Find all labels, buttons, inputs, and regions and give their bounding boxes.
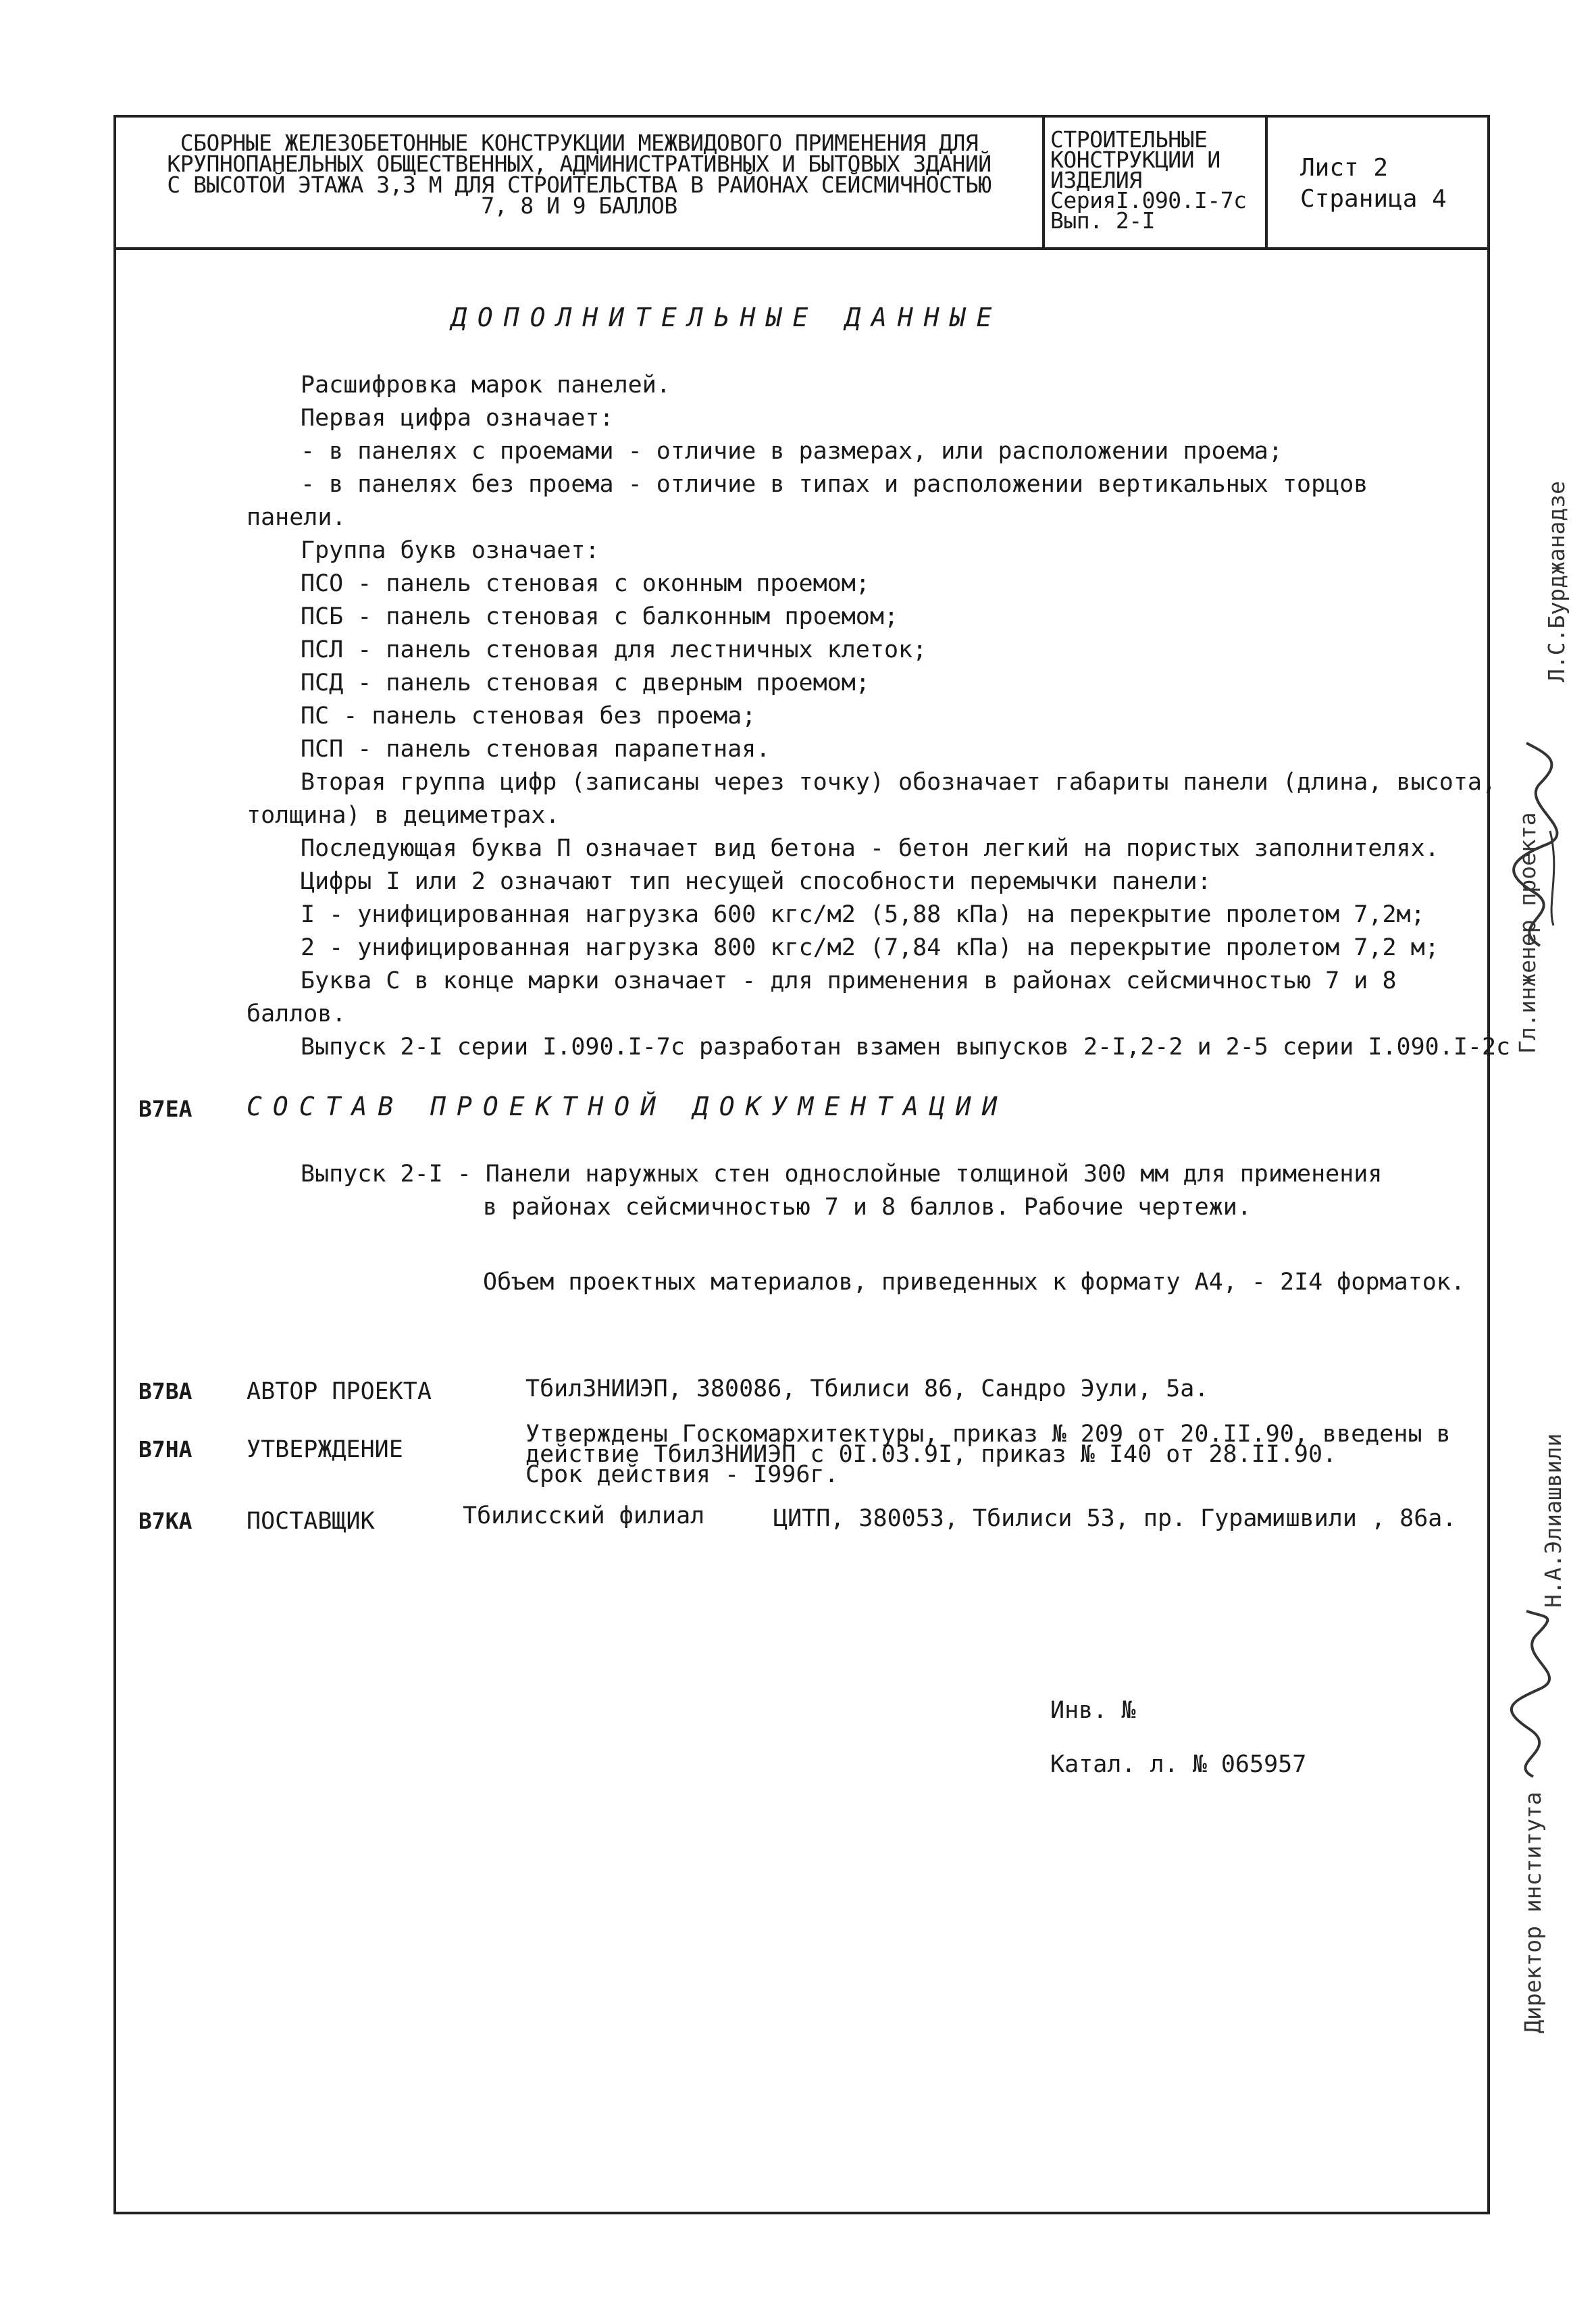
paragraph-line: Расшифровка марок панелей. bbox=[301, 372, 671, 399]
paragraph-line: баллов. bbox=[247, 1000, 346, 1027]
title-line: КРУПНОПАНЕЛЬНЫХ ОБЩЕСТВЕННЫХ, АДМИНИСТРАТИВНЫХ И БЫТОВЫХ ЗДАНИЙ bbox=[167, 151, 992, 177]
paragraph-line: Цифры I или 2 означают тип несущей способности перемычки панели: bbox=[301, 868, 1212, 895]
composition-code: В7ЕА bbox=[138, 1096, 192, 1122]
panel-code-line: ПСП - панель стеновая парапетная. bbox=[301, 736, 771, 763]
approval-line: Утверждены Госкомархитектуры, приказ № 209 от 20.II.90, введены в bbox=[525, 1421, 1451, 1448]
author-code: В7ВА bbox=[138, 1378, 192, 1404]
series-line: ИЗДЕЛИЯ bbox=[1050, 167, 1142, 193]
paragraph-line: панели. bbox=[247, 504, 346, 531]
title-line: СБОРНЫЕ ЖЕЛЕЗОБЕТОННЫЕ КОНСТРУКЦИИ МЕЖВИДОВОГО ПРИМЕНЕНИЯ ДЛЯ bbox=[180, 130, 979, 156]
supplier-label: ПОСТАВЩИК bbox=[247, 1508, 375, 1535]
director-name: Н.А.Элиашвили bbox=[1540, 1433, 1566, 1608]
paragraph-line: I - унифицированная нагрузка 600 кгс/м2 (5,88 кПа) на перекрытие пролетом 7,2м; bbox=[301, 901, 1425, 928]
sheet-info bbox=[1268, 118, 1487, 247]
supplier-value: ЦИТП, 380053, Тбилиси 53, пр. Гурамишвили , 86а. bbox=[773, 1505, 1457, 1532]
composition-heading: СОСТАВ ПРОЕКТНОЙ ДОКУМЕНТАЦИИ bbox=[247, 1092, 1008, 1121]
panel-code-line: ПСО - панель стеновая с оконным проемом; bbox=[301, 570, 870, 597]
paragraph-line: Буква С в конце марки означает - для применения в районах сейсмичностью 7 и 8 bbox=[301, 967, 1397, 994]
additional-data-heading: ДОПОЛНИТЕЛЬНЫЕ ДАННЫЕ bbox=[451, 303, 1003, 332]
supplier-code: В7КА bbox=[138, 1508, 192, 1534]
approval-label: УТВЕРЖДЕНИЕ bbox=[247, 1436, 403, 1463]
supplier-org: Тбилисский филиал bbox=[463, 1502, 705, 1529]
panel-code-line: ПС - панель стеновая без проема; bbox=[301, 703, 756, 730]
director-title: Директор института bbox=[1520, 1791, 1546, 2033]
series-line: КОНСТРУКЦИИ И bbox=[1050, 147, 1220, 173]
engineer-signature-icon bbox=[1499, 736, 1574, 952]
series-line: Вып. 2-I bbox=[1050, 207, 1155, 234]
inventory-number: Инв. № bbox=[1050, 1697, 1136, 1724]
paragraph-line: Последующая буква П означает вид бетона - бетон легкий на пористых заполнителях. bbox=[301, 835, 1439, 862]
page-number: Страница 4 bbox=[1300, 185, 1447, 213]
approval-code: В7НА bbox=[138, 1436, 192, 1463]
author-value: ТбилЗНИИЭП, 380086, Тбилиси 86, Сандро Эули, 5а. bbox=[525, 1375, 1209, 1402]
paragraph-line: Первая цифра означает: bbox=[301, 405, 614, 432]
catalog-number: Катал. л. № 065957 bbox=[1050, 1751, 1307, 1778]
title-line: С ВЫСОТОЙ ЭТАЖА 3,3 М ДЛЯ СТРОИТЕЛЬСТВА В РАЙОНАХ СЕЙСМИЧНОСТЬЮ bbox=[167, 172, 992, 198]
panel-code-line: ПСБ - панель стеновая с балконным проемом; bbox=[301, 603, 899, 630]
paragraph-line: Вторая группа цифр (записаны через точку) обозначает габариты панели (длина, высота, bbox=[301, 769, 1497, 796]
paragraph-line: 2 - унифицированная нагрузка 800 кгс/м2 (7,84 кПа) на перекрытие пролетом 7,2 м; bbox=[301, 934, 1439, 961]
composition-line: в районах сейсмичностью 7 и 8 баллов. Рабочие чертежи. bbox=[483, 1194, 1252, 1221]
engineer-title-text: Гл.инженер проекта bbox=[1514, 812, 1541, 1054]
director-signature-icon bbox=[1499, 1608, 1567, 1783]
paragraph-line: Группа букв означает: bbox=[301, 537, 600, 564]
document-title bbox=[116, 118, 1045, 247]
paragraph-line: - в панелях без проема - отличие в типах и расположении вертикальных торцов bbox=[301, 471, 1368, 498]
composition-volume: Объем проектных материалов, приведенных к формату А4, - 2I4 форматок. bbox=[483, 1269, 1465, 1296]
sheet-number: Лист 2 bbox=[1300, 154, 1389, 182]
engineer-name: Л.С.Бурджанадзе bbox=[1543, 480, 1570, 682]
approval-line: Срок действия - I996г. bbox=[525, 1461, 839, 1488]
author-label: АВТОР ПРОЕКТА bbox=[247, 1378, 432, 1405]
series-line: СТРОИТЕЛЬНЫЕ bbox=[1050, 126, 1208, 153]
paragraph-line: Выпуск 2-I серии I.090.I-7с разработан взамен выпусков 2-I,2-2 и 2-5 серии I.090.I-2с bbox=[301, 1034, 1511, 1061]
title-line: 7, 8 И 9 БАЛЛОВ bbox=[481, 193, 677, 219]
series-info bbox=[1045, 118, 1268, 247]
paragraph-line: толщина) в дециметрах. bbox=[247, 802, 560, 829]
title-block bbox=[116, 118, 1487, 250]
panel-code-line: ПСД - панель стеновая с дверным проемом; bbox=[301, 669, 870, 696]
panel-code-line: ПСЛ - панель стеновая для лестничных клеток; bbox=[301, 636, 927, 663]
series-line: СерияI.090.I-7с bbox=[1050, 187, 1247, 213]
approval-line: действие ТбилЗНИИЭП с 0I.03.9I, приказ № I40 от 28.II.90. bbox=[525, 1441, 1337, 1468]
paragraph-line: - в панелях с проемами - отличие в размерах, или расположении проема; bbox=[301, 438, 1283, 465]
composition-line: Выпуск 2-I - Панели наружных стен однослойные толщиной 300 мм для применения bbox=[301, 1161, 1383, 1188]
